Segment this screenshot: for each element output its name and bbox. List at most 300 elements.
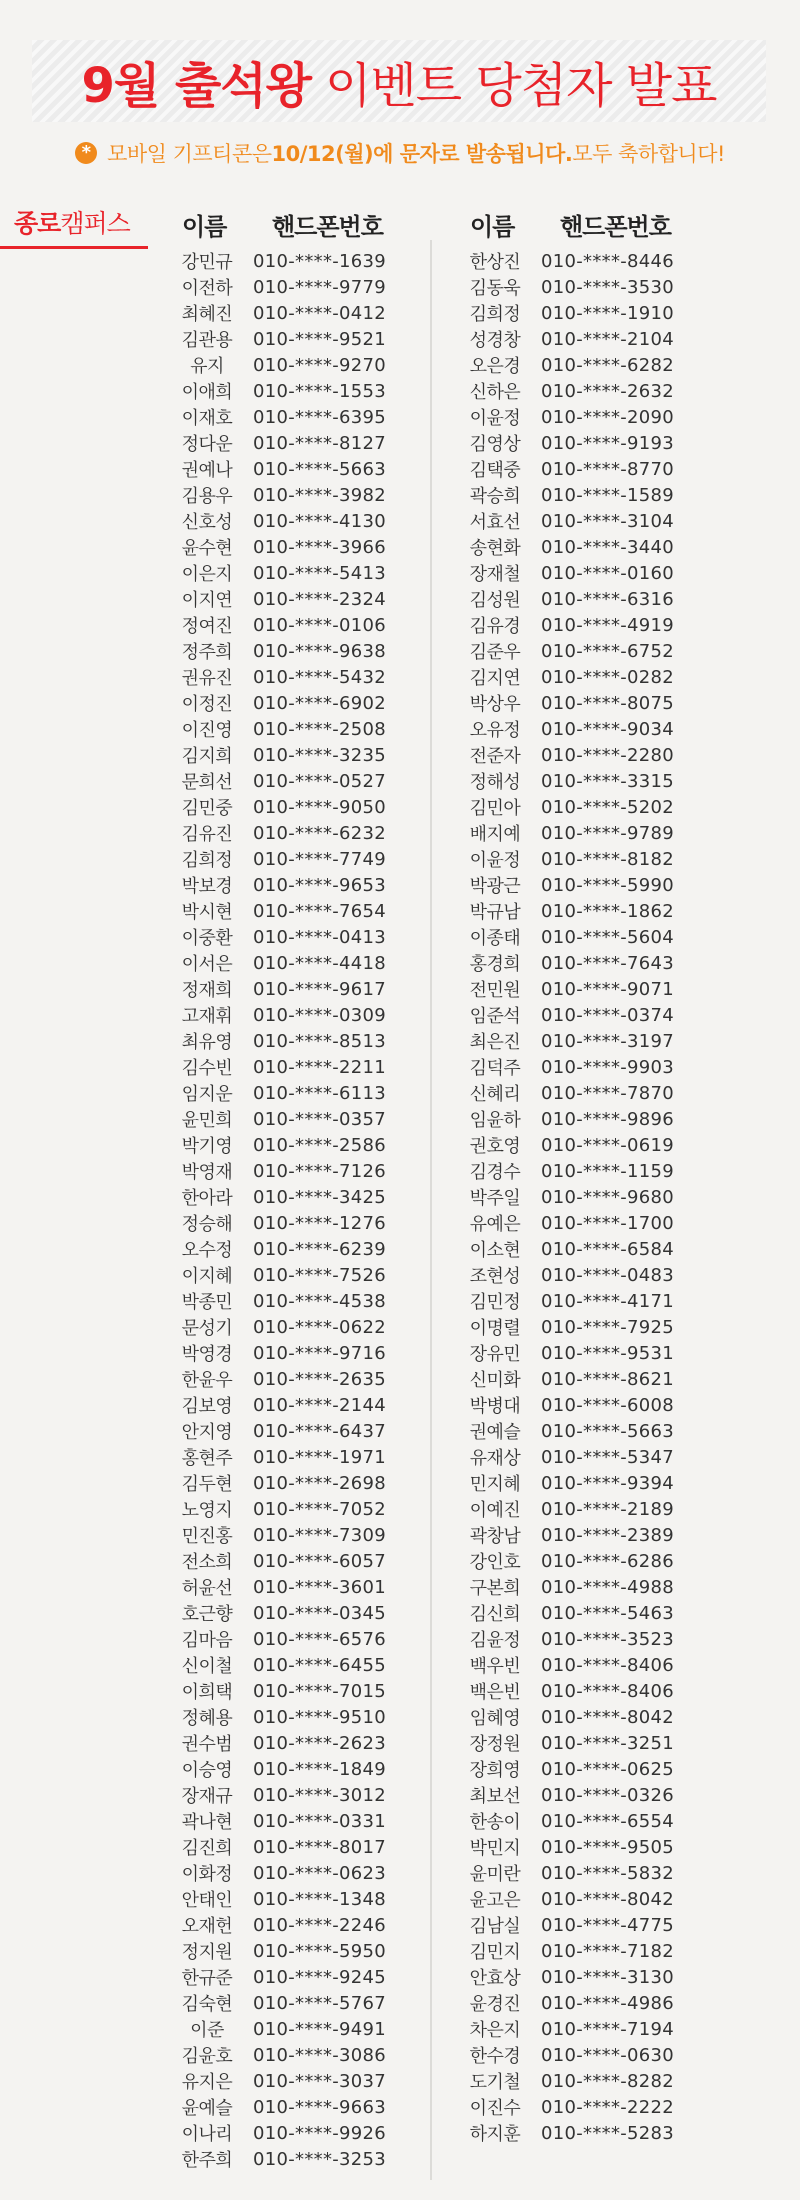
winner-row [455,300,701,326]
winner-phone: 010-****-4919 [541,614,675,636]
winner-row [167,1288,413,1314]
winner-name: 김남실 [469,1916,521,1937]
winner-phone: 010-****-6286 [541,1550,675,1572]
winner-row [455,1288,701,1314]
winner-name: 임준석 [469,1006,521,1027]
campus-label-part2: 캠퍼스 [60,209,130,238]
winner-phone: 010-****-8042 [541,1706,675,1728]
winner-phone: 010-****-3425 [253,1186,387,1208]
winner-phone: 010-****-6395 [253,406,387,428]
winner-phone: 010-****-9779 [253,276,387,298]
winner-name: 전소희 [181,1552,233,1573]
winner-name: 이화정 [181,1864,233,1885]
notice-text-bold: 10/12(월)에 문자로 발송됩니다. [271,142,573,166]
winner-name: 윤경진 [469,1994,521,2015]
winner-name: 신하은 [469,382,521,403]
winner-phone: 010-****-0160 [541,562,675,584]
winner-name: 오은경 [469,356,521,377]
winner-row [455,1314,701,1340]
winner-name: 김민정 [469,1292,521,1313]
winner-row [455,742,701,768]
winner-phone: 010-****-6113 [253,1082,387,1104]
winner-name: 권유진 [181,668,233,689]
winner-phone: 010-****-5283 [541,2122,675,2144]
winner-row [455,716,701,742]
winner-phone: 010-****-5432 [253,666,387,688]
winner-name: 김영상 [469,434,521,455]
winner-row [455,1886,701,1912]
winner-row [167,1626,413,1652]
winner-phone: 010-****-0326 [541,1784,675,1806]
winner-phone: 010-****-5663 [541,1420,675,1442]
winner-name: 허윤선 [181,1578,233,1599]
winner-phone: 010-****-8621 [541,1368,675,1390]
winner-name: 정혜용 [181,1708,233,1729]
winner-row [167,326,413,352]
winner-name: 문성기 [181,1318,233,1339]
winner-phone: 010-****-9680 [541,1186,675,1208]
winner-phone: 010-****-4986 [541,1992,675,2014]
winner-phone: 010-****-0630 [541,2044,675,2066]
winner-row [455,794,701,820]
winner-name: 구본희 [469,1578,521,1599]
winner-name: 김유진 [181,824,233,845]
winner-name: 유재상 [469,1448,521,1469]
winner-phone: 010-****-3086 [253,2044,387,2066]
winner-row [455,1626,701,1652]
winner-name: 임지운 [181,1084,233,1105]
winner-phone: 010-****-3012 [253,1784,387,1806]
winner-phone: 010-****-9245 [253,1966,387,1988]
winner-phone: 010-****-0374 [541,1004,675,1026]
winner-phone: 010-****-7309 [253,1524,387,1546]
winner-name: 정지원 [181,1942,233,1963]
winner-row [167,1184,413,1210]
winner-name: 신이철 [181,1656,233,1677]
winner-row [167,1106,413,1132]
winner-name: 정다운 [181,434,233,455]
winner-name: 고재휘 [181,1006,233,1027]
winner-name: 이예진 [469,1500,521,1521]
winner-row [167,1730,413,1756]
winner-phone: 010-****-2508 [253,718,387,740]
winner-name: 박영재 [181,1162,233,1183]
winner-row [455,378,701,404]
winner-name: 김택중 [469,460,521,481]
winner-phone: 010-****-9071 [541,978,675,1000]
winner-name: 김민아 [469,798,521,819]
winner-name: 김마음 [181,1630,233,1651]
winner-name: 박광근 [469,876,521,897]
winner-row [455,1912,701,1938]
winner-phone: 010-****-0619 [541,1134,675,1156]
gift-notice [0,133,800,173]
winner-name: 이종태 [469,928,521,949]
winner-phone: 010-****-2104 [541,328,675,350]
winner-row [455,1340,701,1366]
winner-name: 김지희 [181,746,233,767]
winner-row [167,1158,413,1184]
winner-name: 한규준 [181,1968,233,1989]
winner-name: 홍경희 [469,954,521,975]
winner-row [455,872,701,898]
winner-name: 장희영 [469,1760,521,1781]
event-title-highlight: 9월 출석왕 [81,57,312,114]
winner-name: 호근향 [181,1604,233,1625]
winner-phone: 010-****-9531 [541,1342,675,1364]
winner-phone: 010-****-9505 [541,1836,675,1858]
winner-name: 장유민 [469,1344,521,1365]
winner-phone: 010-****-6554 [541,1810,675,1832]
winner-phone: 010-****-1159 [541,1160,675,1182]
winner-name: 권예나 [181,460,233,481]
winner-phone: 010-****-2144 [253,1394,387,1416]
winner-row [455,534,701,560]
winner-phone: 010-****-0622 [253,1316,387,1338]
winner-phone: 010-****-0309 [253,1004,387,1026]
winner-name: 이지연 [181,590,233,611]
winner-phone: 010-****-9193 [541,432,675,454]
winner-row [455,1756,701,1782]
winner-name: 장재철 [469,564,521,585]
winner-row [455,1600,701,1626]
event-title-banner [32,40,766,122]
left-phone-header: 핸드폰번호 [272,213,383,241]
winner-row [167,1886,413,1912]
winner-name: 안효상 [469,1968,521,1989]
winner-phone: 010-****-1276 [253,1212,387,1234]
winner-row [167,872,413,898]
winner-name: 곽나현 [181,1812,233,1833]
winner-row [167,1548,413,1574]
winner-name: 이명렬 [469,1318,521,1339]
winner-row [167,2016,413,2042]
winner-phone: 010-****-3104 [541,510,675,532]
winner-phone: 010-****-7526 [253,1264,387,1286]
winner-phone: 010-****-4538 [253,1290,387,1312]
winner-name: 이윤정 [469,850,521,871]
winner-row [455,1860,701,1886]
winner-row [455,1080,701,1106]
winner-phone: 010-****-2280 [541,744,675,766]
winner-phone: 010-****-7643 [541,952,675,974]
winner-name: 김용우 [181,486,233,507]
winner-name: 김숙현 [181,1994,233,2015]
winner-phone: 010-****-2189 [541,1498,675,1520]
winner-row [167,534,413,560]
winner-row [455,2068,701,2094]
left-winner-list [167,248,413,2172]
winner-phone: 010-****-3197 [541,1030,675,1052]
winner-name: 권호영 [469,1136,521,1157]
winner-name: 이준 [190,2020,224,2041]
winner-phone: 010-****-3966 [253,536,387,558]
winner-name: 한아라 [181,1188,233,1209]
winner-row [167,1912,413,1938]
winner-phone: 010-****-3037 [253,2070,387,2092]
winner-name: 최보선 [469,1786,521,1807]
winner-name: 이승영 [181,1760,233,1781]
winner-phone: 010-****-3530 [541,276,675,298]
winner-phone: 010-****-1849 [253,1758,387,1780]
winner-row [167,1132,413,1158]
winner-name: 임윤하 [469,1110,521,1131]
winner-phone: 010-****-3235 [253,744,387,766]
winner-row [167,456,413,482]
winner-name: 김두현 [181,1474,233,1495]
winner-name: 한송이 [469,1812,521,1833]
winner-phone: 010-****-3130 [541,1966,675,1988]
winner-name: 김준우 [469,642,521,663]
winner-phone: 010-****-7015 [253,1680,387,1702]
winner-name: 정재희 [181,980,233,1001]
winner-row [455,1444,701,1470]
winner-name: 이애희 [181,382,233,403]
winner-phone: 010-****-4130 [253,510,387,532]
winner-row [167,976,413,1002]
winner-row [455,1262,701,1288]
winner-name: 이서은 [181,954,233,975]
winner-name: 백은빈 [469,1682,521,1703]
winner-name: 최유영 [181,1032,233,1053]
winner-name: 오수정 [181,1240,233,1261]
winner-row [167,560,413,586]
winner-row [455,1366,701,1392]
winner-phone: 010-****-9896 [541,1108,675,1130]
winner-name: 김희정 [181,850,233,871]
winner-row [455,1158,701,1184]
winner-phone: 010-****-4418 [253,952,387,974]
winner-name: 이정진 [181,694,233,715]
winner-phone: 010-****-2632 [541,380,675,402]
winner-name: 노영지 [181,1500,233,1521]
winner-row [167,1002,413,1028]
winner-name: 이진수 [469,2098,521,2119]
winner-phone: 010-****-8446 [541,250,675,272]
winner-name: 김민지 [469,1942,521,1963]
winner-phone: 010-****-0282 [541,666,675,688]
winner-name: 신혜리 [469,1084,521,1105]
winner-phone: 010-****-8182 [541,848,675,870]
winner-phone: 010-****-6239 [253,1238,387,1260]
winner-row [455,560,701,586]
winner-name: 신미화 [469,1370,521,1391]
winner-phone: 010-****-0413 [253,926,387,948]
winner-row [167,638,413,664]
winner-name: 민지혜 [469,1474,521,1495]
winner-phone: 010-****-1971 [253,1446,387,1468]
winner-name: 홍현주 [181,1448,233,1469]
winner-row [167,352,413,378]
winner-row [455,482,701,508]
winner-row [455,2120,701,2146]
winner-row [167,300,413,326]
winner-phone: 010-****-9638 [253,640,387,662]
winner-name: 이은지 [181,564,233,585]
winner-name: 김보영 [181,1396,233,1417]
campus-underline [0,246,148,249]
winner-phone: 010-****-7126 [253,1160,387,1182]
winner-phone: 010-****-5463 [541,1602,675,1624]
winner-name: 백우빈 [469,1656,521,1677]
winner-phone: 010-****-6008 [541,1394,675,1416]
winner-phone: 010-****-8770 [541,458,675,480]
winner-phone: 010-****-5413 [253,562,387,584]
winner-name: 김덕주 [469,1058,521,1079]
winner-row [455,898,701,924]
winner-row [455,430,701,456]
winner-row [167,1574,413,1600]
winner-row [455,638,701,664]
winner-row [455,1938,701,1964]
winner-phone: 010-****-6437 [253,1420,387,1442]
winner-phone: 010-****-1862 [541,900,675,922]
winner-row [455,1496,701,1522]
winner-row [167,1444,413,1470]
winner-name: 민진홍 [181,1526,233,1547]
winner-name: 김윤정 [469,1630,521,1651]
winner-row [167,586,413,612]
winner-row [167,742,413,768]
winner-row [167,1470,413,1496]
winner-name: 성경창 [469,330,521,351]
winner-name: 한윤우 [181,1370,233,1391]
winner-row [167,1678,413,1704]
winner-row [455,2094,701,2120]
winner-row [167,1834,413,1860]
winner-row [455,690,701,716]
winner-row [455,1184,701,1210]
winner-phone: 010-****-0357 [253,1108,387,1130]
winner-row [167,664,413,690]
winner-phone: 010-****-6057 [253,1550,387,1572]
winner-phone: 010-****-2623 [253,1732,387,1754]
winner-phone: 010-****-6316 [541,588,675,610]
winner-name: 박종민 [181,1292,233,1313]
winner-name: 김진희 [181,1838,233,1859]
winner-row [167,1340,413,1366]
winner-name: 윤예슬 [181,2098,233,2119]
winner-phone: 010-****-7870 [541,1082,675,1104]
campus-label [14,204,130,240]
winner-row [167,274,413,300]
notice-text-before: 모바일 기프티콘은 [107,142,272,166]
winner-name: 이전하 [181,278,233,299]
winner-row [167,1990,413,2016]
winner-phone: 010-****-6584 [541,1238,675,1260]
winner-row [455,1392,701,1418]
winner-phone: 010-****-1910 [541,302,675,324]
winner-phone: 010-****-8127 [253,432,387,454]
winner-phone: 010-****-9034 [541,718,675,740]
winner-name: 이중환 [181,928,233,949]
winner-row [455,1106,701,1132]
winner-name: 유지은 [181,2072,233,2093]
winner-phone: 010-****-0412 [253,302,387,324]
winner-phone: 010-****-3601 [253,1576,387,1598]
winner-row [167,898,413,924]
winner-name: 박병대 [469,1396,521,1417]
winner-phone: 010-****-5663 [253,458,387,480]
winner-row [167,1704,413,1730]
winner-row [167,820,413,846]
winner-row [455,1704,701,1730]
winner-phone: 010-****-4775 [541,1914,675,1936]
winner-phone: 010-****-2698 [253,1472,387,1494]
event-title-rest: 이벤트 당첨자 발표 [325,57,717,114]
winner-name: 박시현 [181,902,233,923]
winner-phone: 010-****-3440 [541,536,675,558]
winner-phone: 010-****-4988 [541,1576,675,1598]
winner-name: 이지혜 [181,1266,233,1287]
winner-phone: 010-****-3523 [541,1628,675,1650]
winner-row [167,1782,413,1808]
winner-row [167,1314,413,1340]
winner-row [167,1262,413,1288]
winner-row [455,1730,701,1756]
winner-name: 김유경 [469,616,521,637]
winner-phone: 010-****-5990 [541,874,675,896]
winner-name: 윤고은 [469,1890,521,1911]
winner-phone: 010-****-2635 [253,1368,387,1390]
winner-row [455,586,701,612]
winner-phone: 010-****-9663 [253,2096,387,2118]
winner-row [167,690,413,716]
winner-name: 차은지 [469,2020,521,2041]
winner-row [455,1418,701,1444]
winner-name: 정승해 [181,1214,233,1235]
winner-phone: 010-****-1589 [541,484,675,506]
winner-row [167,716,413,742]
winner-phone: 010-****-0345 [253,1602,387,1624]
winner-row [455,1028,701,1054]
winner-phone: 010-****-6902 [253,692,387,714]
winner-name: 정여진 [181,616,233,637]
winner-name: 김지연 [469,668,521,689]
winner-row [167,1964,413,1990]
winner-name: 강인호 [469,1552,521,1573]
winner-row [167,1392,413,1418]
winner-row [455,1548,701,1574]
winner-row [455,1964,701,1990]
winner-phone: 010-****-8075 [541,692,675,714]
winner-phone: 010-****-2586 [253,1134,387,1156]
winner-name: 배지예 [469,824,521,845]
winner-phone: 010-****-9903 [541,1056,675,1078]
winner-phone: 010-****-1553 [253,380,387,402]
winner-row [455,1678,701,1704]
winner-row [167,2094,413,2120]
winner-name: 강민규 [181,252,233,273]
winner-name: 김민중 [181,798,233,819]
winner-name: 김동욱 [469,278,521,299]
right-phone-header: 핸드폰번호 [560,213,671,241]
winner-name: 한수경 [469,2046,521,2067]
winner-name: 곽승희 [469,486,521,507]
winner-phone: 010-****-2222 [541,2096,675,2118]
winner-phone: 010-****-6232 [253,822,387,844]
winner-row [167,1054,413,1080]
winner-row [455,352,701,378]
winner-row [455,2042,701,2068]
winner-name: 정주희 [181,642,233,663]
winner-row [167,1236,413,1262]
winner-name: 도기철 [469,2072,521,2093]
winner-row [167,378,413,404]
winner-name: 한주희 [181,2150,233,2171]
winner-phone: 010-****-8513 [253,1030,387,1052]
winner-row [455,950,701,976]
